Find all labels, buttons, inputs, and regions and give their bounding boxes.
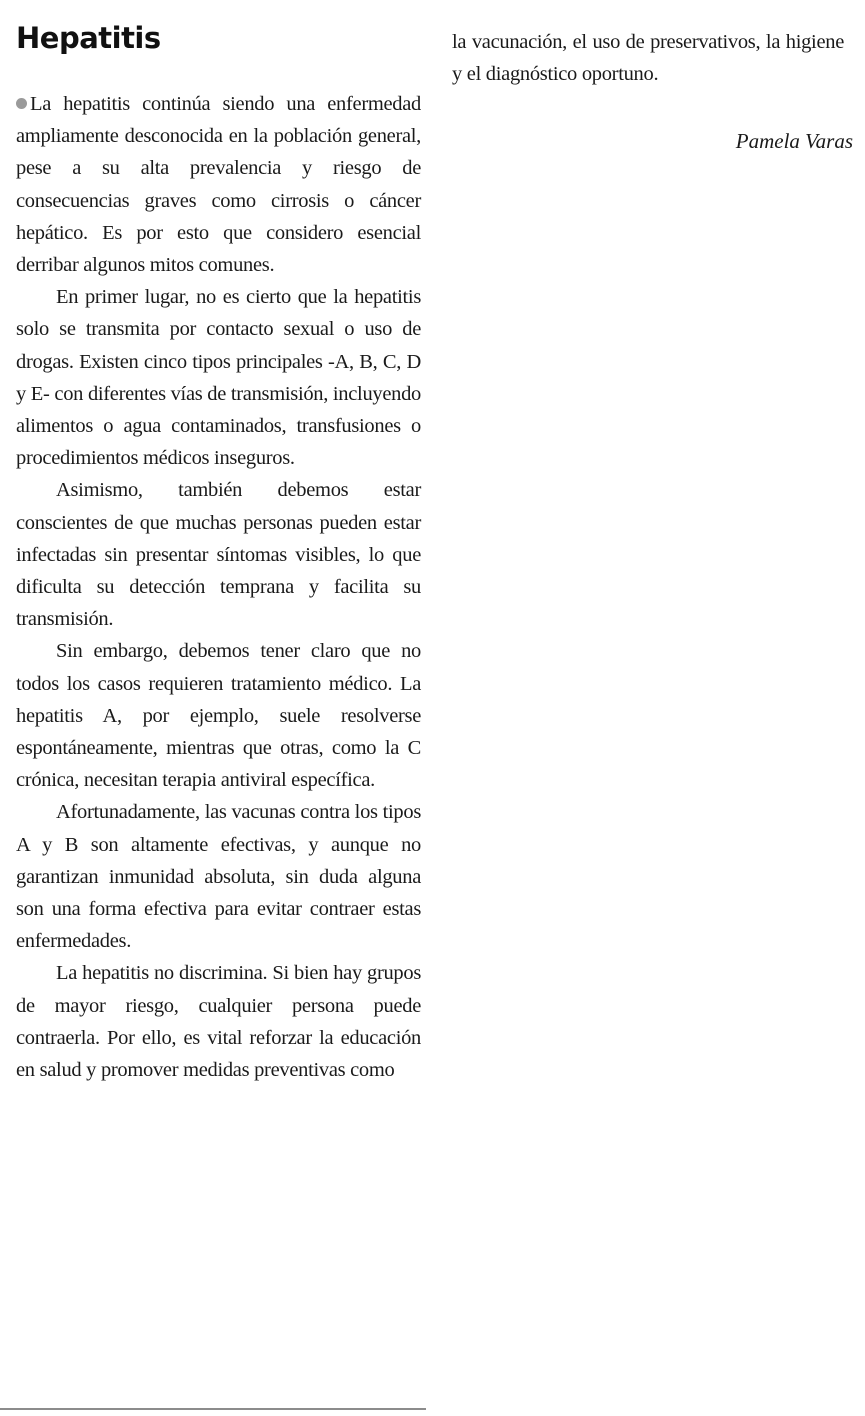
author-signature: Pamela Varas	[735, 129, 853, 153]
article-paragraph-2: En primer lugar, no es cierto que la hepatitis solo se transmita por contacto sexual o uso de drogas. Existen cinco tipos principales -A, B, C, D y E- con diferentes vías de transmisión, incluyendo alimentos o agua contaminados, transfusiones o procedimientos médicos inseguros.	[16, 286, 421, 470]
article-column-right	[452, 26, 844, 90]
article-paragraph-4: Sin embargo, debemos tener claro que no todos los casos requieren tratamiento médico. La hepatitis A, por ejemplo, suele resolverse espontáneamente, mientras que otras, como la C crónica, necesitan terapia antiviral específica.	[16, 640, 421, 792]
article-paragraph-6: La hepatitis no discrimina. Si bien hay grupos de mayor riesgo, cualquier persona puede contraerla. Por ello, es vital reforzar la educación en salud y promover medidas preventivas como	[16, 962, 421, 1082]
paragraph-text: La hepatitis continúa siendo una enfermedad ampliamente desconocida en la población general, pese a su alta prevalencia y riesgo de consecuencias graves como cirrosis o cáncer hepático. Es por esto que considero esencial derribar algunos mitos comunes.	[16, 93, 421, 277]
article-title: Hepatitis	[16, 21, 161, 55]
article-column-left	[16, 88, 421, 1086]
bullet-icon	[16, 98, 27, 109]
article-paragraph-1	[16, 88, 421, 281]
bottom-divider	[0, 1408, 426, 1410]
article-paragraph-3: Asimismo, también debemos estar conscientes de que muchas personas pueden estar infectadas sin presentar síntomas visibles, lo que dificulta su detección temprana y facilita su transmisión.	[16, 479, 421, 631]
article-paragraph-5: Afortunadamente, las vacunas contra los tipos A y B son altamente efectivas, y aunque no garantizan inmunidad absoluta, sin duda alguna son una forma efectiva para evitar contraer estas enfermedades.	[16, 801, 421, 953]
article-paragraph-continuation: la vacunación, el uso de preservativos, la higiene y el diagnóstico oportuno.	[452, 31, 844, 86]
